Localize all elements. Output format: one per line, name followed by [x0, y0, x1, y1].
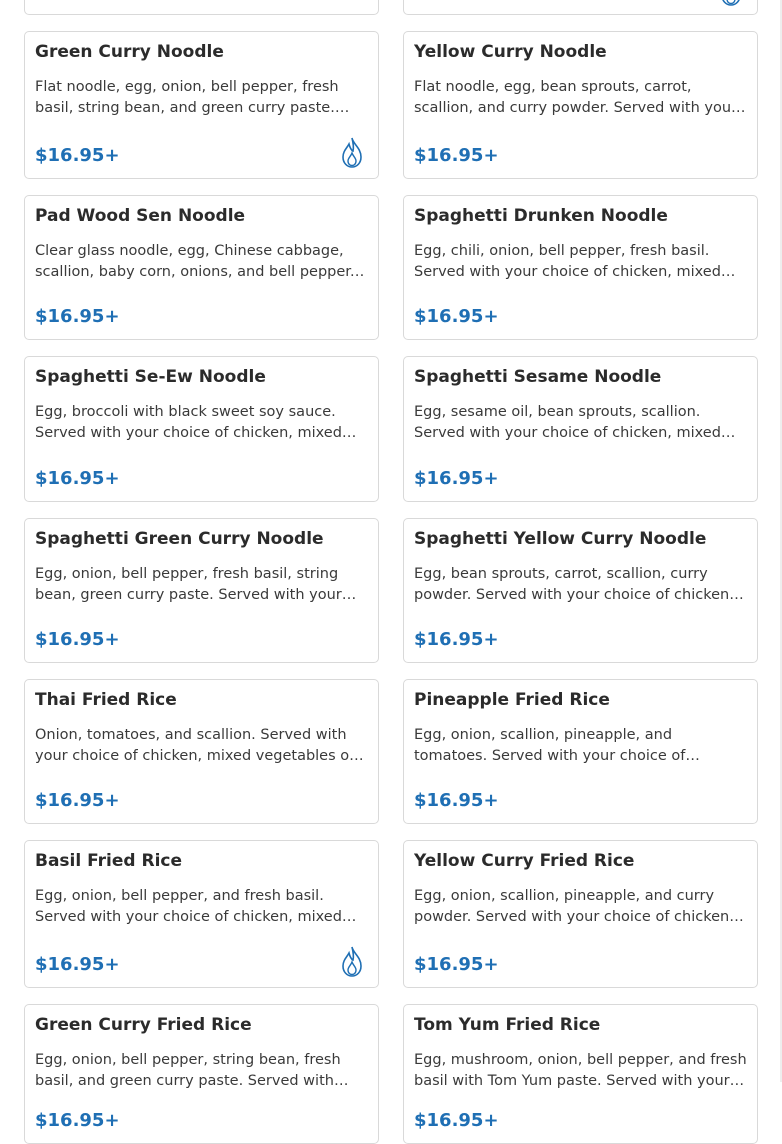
- menu-item-card[interactable]: [403, 195, 758, 340]
- menu-item-price: $16.95+: [414, 306, 499, 327]
- menu-item-name: Spaghetti Green Curry Noodle: [35, 529, 324, 549]
- menu-item-description: Flat noodle, egg, bean sprouts, carrot, scallion, and curry powder. Served with your: [414, 79, 737, 116]
- menu-item-description: Egg, onion, scallion, pineapple, and curry powder. Served with your choice of chicken,: [414, 888, 734, 925]
- menu-item-card[interactable]: [24, 679, 379, 824]
- menu-item-price: $16.95+: [35, 1110, 120, 1131]
- menu-item-card[interactable]: [403, 1004, 758, 1144]
- menu-item-price: $16.95+: [35, 145, 120, 166]
- menu-item-description: Egg, sesame oil, bean sprouts, scallion. Served with your choice of chicken, mixed: [414, 404, 721, 441]
- menu-item-name: Yellow Curry Fried Rice: [414, 851, 635, 871]
- menu-item-name: Green Curry Fried Rice: [35, 1015, 252, 1035]
- menu-item-description: Flat noodle, egg, onion, bell pepper, fresh basil, string bean, and green curry paste.: [35, 79, 339, 116]
- menu-item-description: Egg, chili, onion, bell pepper, fresh basil. Served with your choice of chicken, mixed: [414, 243, 721, 280]
- flame-icon: [719, 0, 743, 6]
- menu-item-description: Egg, onion, scallion, pineapple, and tomatoes. Served with your choice of: [414, 727, 686, 764]
- menu-item-name: Yellow Curry Noodle: [414, 42, 607, 62]
- menu-item-price: $16.95+: [35, 954, 120, 975]
- menu-item-description: Egg, onion, bell pepper, and fresh basil. Served with your choice of chicken, mixed: [35, 888, 342, 925]
- menu-item-name: Spaghetti Se-Ew Noodle: [35, 367, 266, 387]
- menu-item-name: Basil Fried Rice: [35, 851, 182, 871]
- menu-item-price: $16.95+: [35, 468, 120, 489]
- menu-item-description: Egg, onion, bell pepper, fresh basil, string bean, green curry paste. Served with your: [35, 566, 342, 603]
- menu-item-price: $16.95+: [414, 468, 499, 489]
- menu-item-card-partial-right[interactable]: [403, 0, 758, 15]
- menu-item-price: $16.95+: [35, 629, 120, 650]
- menu-item-description: Egg, bean sprouts, carrot, scallion, curry powder. Served with your choice of chicken,: [414, 566, 734, 603]
- menu-item-price: $16.95+: [35, 790, 120, 811]
- menu-item-price: $16.95+: [414, 954, 499, 975]
- menu-item-card[interactable]: [403, 679, 758, 824]
- menu-item-price: $16.95+: [35, 306, 120, 327]
- menu-item-card[interactable]: [403, 356, 758, 502]
- menu-item-card[interactable]: [24, 1004, 379, 1144]
- menu-item-name: Pad Wood Sen Noodle: [35, 206, 246, 226]
- flame-icon: [340, 945, 364, 977]
- menu-item-card[interactable]: [24, 356, 379, 502]
- menu-item-description: Clear glass noodle, egg, Chinese cabbage, scallion, baby corn, onions, and bell pepper.: [35, 243, 355, 280]
- menu-item-description: Egg, broccoli with black sweet soy sauce. Served with your choice of chicken, mixed: [35, 404, 342, 441]
- menu-item-card[interactable]: [403, 840, 758, 988]
- menu-item-card[interactable]: [24, 31, 379, 179]
- menu-item-name: Pineapple Fried Rice: [414, 690, 610, 710]
- menu-item-card[interactable]: [24, 840, 379, 988]
- menu-item-description: Egg, mushroom, onion, bell pepper, and fresh basil with Tom Yum paste. Served with your: [414, 1052, 747, 1089]
- menu-item-price: $16.95+: [414, 790, 499, 811]
- menu-item-price: $16.95+: [414, 1110, 499, 1131]
- menu-item-name: Spaghetti Sesame Noodle: [414, 367, 662, 387]
- menu-item-name: Tom Yum Fried Rice: [414, 1015, 601, 1035]
- menu-item-name: Spaghetti Yellow Curry Noodle: [414, 529, 707, 549]
- menu-item-card[interactable]: [403, 31, 758, 179]
- menu-item-card[interactable]: [403, 518, 758, 663]
- menu-item-description: Egg, onion, bell pepper, string bean, fresh basil, and green curry paste. Served with: [35, 1052, 341, 1089]
- flame-icon: [340, 136, 364, 168]
- menu-item-name: Spaghetti Drunken Noodle: [414, 206, 668, 226]
- menu-item-price: $16.95+: [414, 629, 499, 650]
- menu-item-card[interactable]: [24, 195, 379, 340]
- menu-item-card[interactable]: [24, 518, 379, 663]
- menu-item-name: Thai Fried Rice: [35, 690, 177, 710]
- menu-item-price: $16.95+: [414, 145, 499, 166]
- menu-item-name: Green Curry Noodle: [35, 42, 224, 62]
- menu-item-card-partial-left[interactable]: [24, 0, 379, 15]
- menu-item-description: Onion, tomatoes, and scallion. Served with your choice of chicken, mixed vegetables or: [35, 727, 356, 764]
